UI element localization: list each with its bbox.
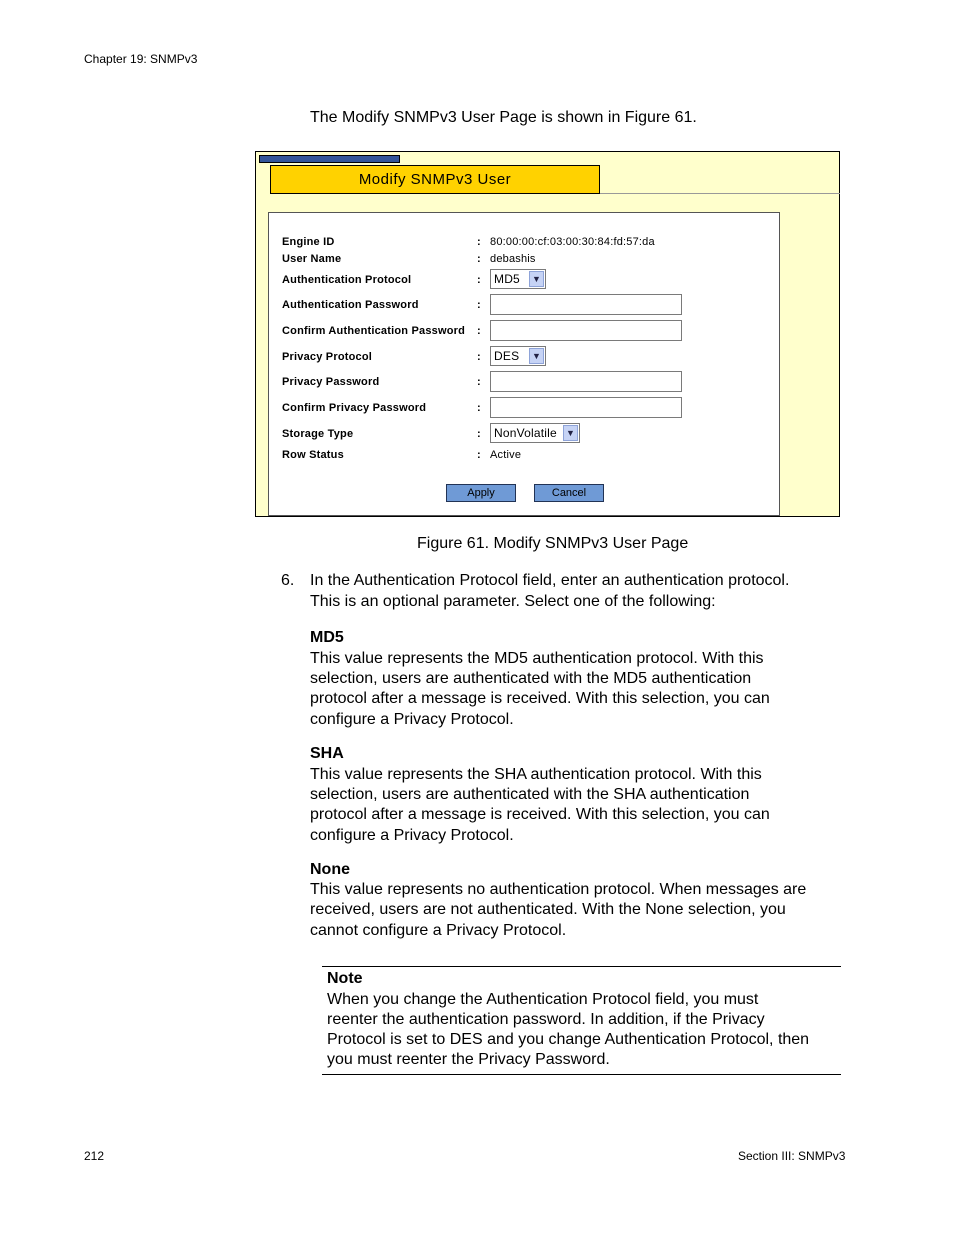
step-number: 6. — [281, 572, 295, 589]
figure-tab-strip — [259, 155, 400, 163]
row-status-label: Row Status — [282, 449, 344, 461]
option-md5-line: configure a Privacy Protocol. — [310, 711, 514, 728]
figure-caption: Figure 61. Modify SNMPv3 User Page — [417, 535, 689, 552]
option-sha-line: This value represents the SHA authentication protocol. With this — [310, 766, 762, 783]
note-bottom-rule — [322, 1074, 841, 1075]
chevron-down-icon[interactable]: ▼ — [529, 348, 544, 364]
option-none-line: This value represents no authentication protocol. When messages are — [310, 881, 807, 898]
note-line: reenter the authentication password. In addition, if the Privacy — [327, 1011, 765, 1028]
auth-protocol-select[interactable] — [490, 269, 546, 289]
note-title: Note — [327, 970, 363, 987]
auth-password-input[interactable] — [490, 294, 682, 315]
modify-user-form — [268, 212, 780, 516]
option-none-line: received, users are not authenticated. With the None selection, you — [310, 901, 786, 918]
confirm-auth-password-label: Confirm Authentication Password — [282, 325, 466, 337]
auth-password-label: Authentication Password — [282, 299, 419, 311]
intro-text: The Modify SNMPv3 User Page is shown in Figure 61. — [310, 109, 697, 126]
colon: : — [477, 402, 481, 414]
user-name-value: debashis — [490, 253, 536, 265]
colon: : — [477, 428, 481, 440]
cancel-button[interactable]: Cancel — [534, 484, 604, 502]
figure-screenshot — [255, 151, 840, 517]
option-md5-line: This value represents the MD5 authentication protocol. With this — [310, 650, 764, 667]
option-sha-line: configure a Privacy Protocol. — [310, 827, 514, 844]
colon: : — [477, 376, 481, 388]
chevron-down-icon[interactable]: ▼ — [529, 271, 544, 287]
chevron-down-icon[interactable]: ▼ — [563, 425, 578, 441]
storage-type-label: Storage Type — [282, 428, 354, 440]
option-md5-title: MD5 — [310, 629, 344, 646]
step-line-2: This is an optional parameter. Select one of the following: — [310, 593, 716, 610]
auth-protocol-selected: MD5 — [494, 272, 520, 286]
option-none-line: cannot configure a Privacy Protocol. — [310, 922, 567, 939]
step-line-1: In the Authentication Protocol field, enter an authentication protocol. — [310, 572, 790, 589]
colon: : — [477, 351, 481, 363]
privacy-protocol-selected: DES — [494, 349, 520, 363]
colon: : — [477, 325, 481, 337]
confirm-privacy-password-label: Confirm Privacy Password — [282, 402, 427, 414]
colon: : — [477, 274, 481, 286]
apply-button[interactable]: Apply — [446, 484, 516, 502]
colon: : — [477, 299, 481, 311]
option-sha-line: protocol after a message is received. With this selection, you can — [310, 806, 770, 823]
engine-id-value: 80:00:00:cf:03:00:30:84:fd:57:da — [490, 236, 655, 248]
user-name-label: User Name — [282, 253, 342, 265]
option-sha-line: selection, users are authenticated with the SHA authentication — [310, 786, 750, 803]
note-line: Protocol is set to DES and you change Authentication Protocol, then — [327, 1031, 810, 1048]
note-line: you must reenter the Privacy Password. — [327, 1051, 610, 1068]
confirm-auth-password-input[interactable] — [490, 320, 682, 341]
colon: : — [477, 236, 481, 248]
note-top-rule — [322, 966, 841, 967]
privacy-protocol-select[interactable] — [490, 346, 546, 366]
auth-protocol-label: Authentication Protocol — [282, 274, 412, 286]
running-header: Chapter 19: SNMPv3 — [84, 52, 198, 66]
note-line: When you change the Authentication Protocol field, you must — [327, 991, 759, 1008]
figure-page-title: Modify SNMPv3 User — [270, 165, 600, 194]
privacy-password-label: Privacy Password — [282, 376, 380, 388]
engine-id-label: Engine ID — [282, 236, 335, 248]
option-md5-line: protocol after a message is received. With this selection, you can — [310, 690, 770, 707]
figure-divider — [600, 193, 840, 194]
privacy-protocol-label: Privacy Protocol — [282, 351, 373, 363]
colon: : — [477, 449, 481, 461]
storage-type-select[interactable] — [490, 423, 580, 443]
running-footer: Section III: SNMPv3 — [738, 1149, 846, 1163]
row-status-value: Active — [490, 449, 522, 461]
option-sha-title: SHA — [310, 745, 344, 762]
option-none-title: None — [310, 861, 350, 878]
page-number: 212 — [84, 1149, 105, 1163]
option-md5-line: selection, users are authenticated with the MD5 authentication — [310, 670, 752, 687]
confirm-privacy-password-input[interactable] — [490, 397, 682, 418]
storage-type-selected: NonVolatile — [494, 426, 557, 440]
privacy-password-input[interactable] — [490, 371, 682, 392]
colon: : — [477, 253, 481, 265]
